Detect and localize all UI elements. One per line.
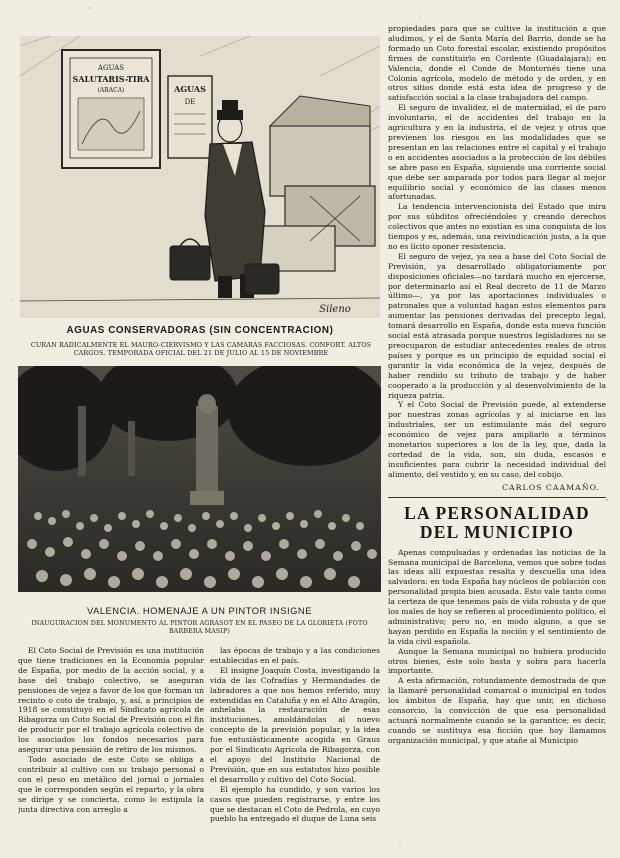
crowd-photo-drawing xyxy=(18,366,381,592)
article1-paragraph: El ejemplo ha cundido, y son varios los casos que pueden registrarse, y entre los que se destacan el Coto de Pedrola, en cuyo pueblo ha entregado el duque de Luna seis xyxy=(210,784,380,824)
poster-text-4: AGUAS xyxy=(174,84,206,94)
right-column xyxy=(388,24,606,854)
article2-paragraph: A esta afirmación, rotundamente demostrada de que la llamaré personalidad comarcal o municipal en todos los ámbitos de España, hay que unir, en dichoso consorcio, la convicción de que esa personalidad actuará normalmente cuando se la garantice; es decir, cuando se sustituya esa ficción que hoy llamamos organización municipal, y que atañe al Municipio xyxy=(388,676,606,745)
headline-line-1: LA PERSONALIDAD xyxy=(404,502,590,523)
article1-paragraph: Y el Coto Social de Previsión puede, al extenderse por nuestras zonas agrícolas y al iniciarse en las industriales, ser un estimulante más del seguro económico de vejez para ampliarlo a términos monetarios superiores a los de la ley, que, dada la cortedad de la vida, son, sin duda, escasos e insuficientes para cubrir la necesidad individual del alimento, del vestido y, en su caso, del cobijo. xyxy=(388,400,606,479)
article2-paragraph: Aunque la Semana municipal no hubiera producido otros bienes, éste solo basta y sobra para hacerla importante. xyxy=(388,646,606,676)
poster-text-3: (ARACA) xyxy=(97,87,125,94)
cartoon-caption: AGUAS CONSERVADORAS (SIN CONCENTRACION) xyxy=(66,325,334,336)
poster-text-1: AGUAS xyxy=(97,64,125,72)
article2-paragraph: Apenas compulsadas y ordenadas las noticias de la Semana municipal de Barcelona, vemos que sobre todas las ideas allí expuestas resalta y descuella una idea salvadora: en toda España hay núcleos de población con personalidad propia bien acusada. Esto vale tanto como la certeza de que tenemos país de vida robusta y de que los males de hoy se refieren al procedimiento político, el administrativo; pero no, en modo alguno, a que se hayan perdido en España la noción y el sentimiento de la vida civil española. xyxy=(388,547,606,646)
cartoon-drawing xyxy=(20,36,380,318)
headline-line-2: DEL MUNICIPIO xyxy=(419,521,575,542)
article1-paragraph: El seguro de invalidez, el de maternidad, el de paro involuntario, el de accidentes del trabajo en la agricultura y en la industria, el de vejez y otros que previenen los riesgos en las modalidades que se presentan en las relaciones entre el capital y el trabajo o en accidentes asociados a la protección de los débiles se abre paso en España, siguiendo una corriente social que debe ser amparada por todos para llegar al mejor equilibrio social y económico de las clases menos afortunadas. xyxy=(388,103,606,202)
crowd-photograph xyxy=(18,366,381,592)
article1-paragraph: El insigne Joaquín Costa, investigando la vida de las Cofradías y Hermandades de labradores a que nos hemos referido, muy extendidas en Cataluña y en el Alto Aragón, anhelaba la restauración de esas instituciones, amoldándolas al nuevo concepto de la previsión popular, y la idea fue entusiásticamente acogida en Graus por el Sindicato Agrícola de Ribagorza, con el apoyo del Instituto Nacional de Previsión, que en sus estatutos hizo posible el desarrollo y cultivo del Coto Social. xyxy=(210,665,380,784)
article1-column-b xyxy=(210,646,380,851)
cartoon-subcaption: CURAN RADICALMENTE EL MAURO-CIERVISMO Y LAS CAMARAS FACCIOSAS. CONFORT. ALTOS CARGOS. TEMPORADA OFICIAL DEL 21 DE JULIO AL 15 DE NOVIEMBRE xyxy=(30,341,372,358)
article1-paragraph: las épocas de trabajo y a las condiciones establecidas en el país. xyxy=(210,646,380,665)
article2-headline xyxy=(388,504,606,542)
artist-signature: Sileno xyxy=(319,304,351,315)
article1-paragraph: propiedades para que se cultive la institución a que aludimos, y el de Santa María del Barrio, donde se ha formado un Coto forestal escolar, existiendo propósitos firmes de constituirlo en Cordente (Guadalajara); en Valencia, donde el Conde de Montornés tiene una Colonia agrícola, modelo de método y de orden, y en otros sitios donde está esta idea de progreso y de satisfacción social a la clase trabajadora del campo. xyxy=(388,24,606,103)
section-divider xyxy=(388,497,606,498)
photo-subcaption: INAUGURACION DEL MONUMENTO AL PINTOR AGRASOT EN EL PASEO DE LA GLORIETA (FOTO BARBERA MASIP) xyxy=(31,620,368,636)
article1-paragraph: La tendencia intervencionista del Estado que mira por sus súbditos ofreciéndoles y creando derechos colectivos que antes no existían es una conquista de los tiempos y es, además, una reivindicación justa, a la que no es lícito oponer resistencia. xyxy=(388,202,606,251)
article1-paragraph: El seguro de vejez, ya sea a base del Coto Social de Previsión, ya desarrollado obligatoriamente por disposiciones oficiales—no tardará mucho en ejercerse, por determinarlo así el Real decreto de 11 de Marzo último—, ya por las aportaciones individuales o patronales que a voluntad hagan estos elementos para aumentar las pensiones derivadas del precepto legal, tomará desarrollo en España, donde esta nueva función social está atrasada porque nuestros legisladores no se preocuparon de estudiar antecedentes reales de otros países y porque es un principio de equidad social el garantir la vida económica de la vejez, después de haber rendido su tributo de trabajo y de haber cooperado a la producción y al desenvolvimiento de la riqueza patria. xyxy=(388,251,606,400)
poster-text-5: DE xyxy=(184,98,196,106)
cartoon-illustration xyxy=(20,36,380,318)
photo-caption: VALENCIA. HOMENAJE A UN PINTOR INSIGNE xyxy=(87,605,312,616)
article1-paragraph: El Coto Social de Previsión es una institución que tiene tradiciones en la Economía popular de España, por medio de la acción social, y a base del trabajo colectivo, se aseguran pensiones de vejez a favor de los que forman un recinto o coto de trabajo, y, así, a principios de 1918 se constituyó en el Sindicato agrícola de Ribagorza un Coto Social de Previsión con el fin de producir por el trabajo agrícola colectivo de los asociados los fondos necesarios para asegurar una pensión de retiro de los mismos. xyxy=(18,646,204,755)
article1-paragraph: Todo asociado de este Coto se obliga a contribuir al cultivo con su trabajo personal o con el peso en metálico del jornal o jornales que le corresponden según el reparto, y la obra se dirige y se concierta, como lo estipula la junta directiva con arreglo a xyxy=(18,754,204,814)
poster-text-2: SALUTARIS-TIRA xyxy=(72,74,150,84)
article1-column-a xyxy=(18,646,204,851)
article1-author: CARLOS CAAMAÑO. xyxy=(502,482,600,492)
